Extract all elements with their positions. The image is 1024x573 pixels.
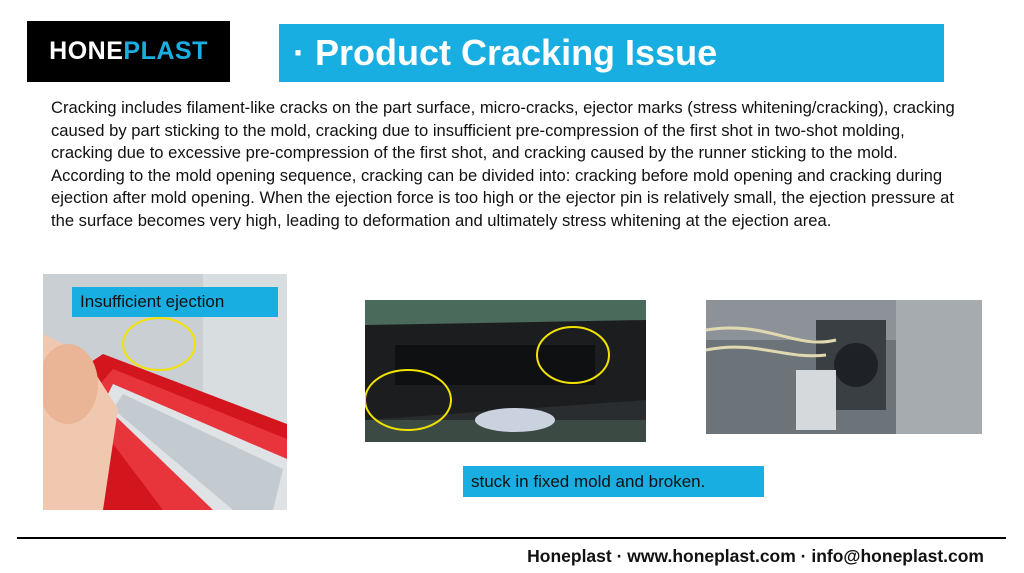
logo-text-plast: PLAST <box>123 37 208 65</box>
footer-contact: Honeplast · www.honeplast.com · info@honeplast.com <box>527 546 984 566</box>
photo-mold-machinery <box>706 300 982 434</box>
description-paragraph: Cracking includes filament-like cracks on the part surface, micro-cracks, ejector marks (stress whitening/cracking), cracking caused by part sticking to the mold, cracking due to insufficient pre-compression of the first shot in two-shot molding, cracking due to excessive pre-compression of the first shot, and cracking caused by the runner sticking to the mold. According to the mold opening sequence, cracking can be divided into: cracking before mold opening and cracking during ejection after mold opening. When the ejection force is too high or the ejector pin is relatively small, the ejection pressure at the surface becomes very high, leading to deformation and ultimately stress whitening at the ejection area. <box>51 98 955 230</box>
stuck-in-mold-label: stuck in fixed mold and broken. <box>463 466 764 497</box>
honeplast-logo <box>27 21 230 82</box>
logo-text-hone: HONE <box>49 37 124 65</box>
footer-divider <box>17 537 1006 539</box>
slide-title: · Product Cracking Issue <box>279 24 944 82</box>
photo-stuck-part <box>365 300 646 442</box>
insufficient-ejection-label: Insufficient ejection <box>72 287 278 317</box>
